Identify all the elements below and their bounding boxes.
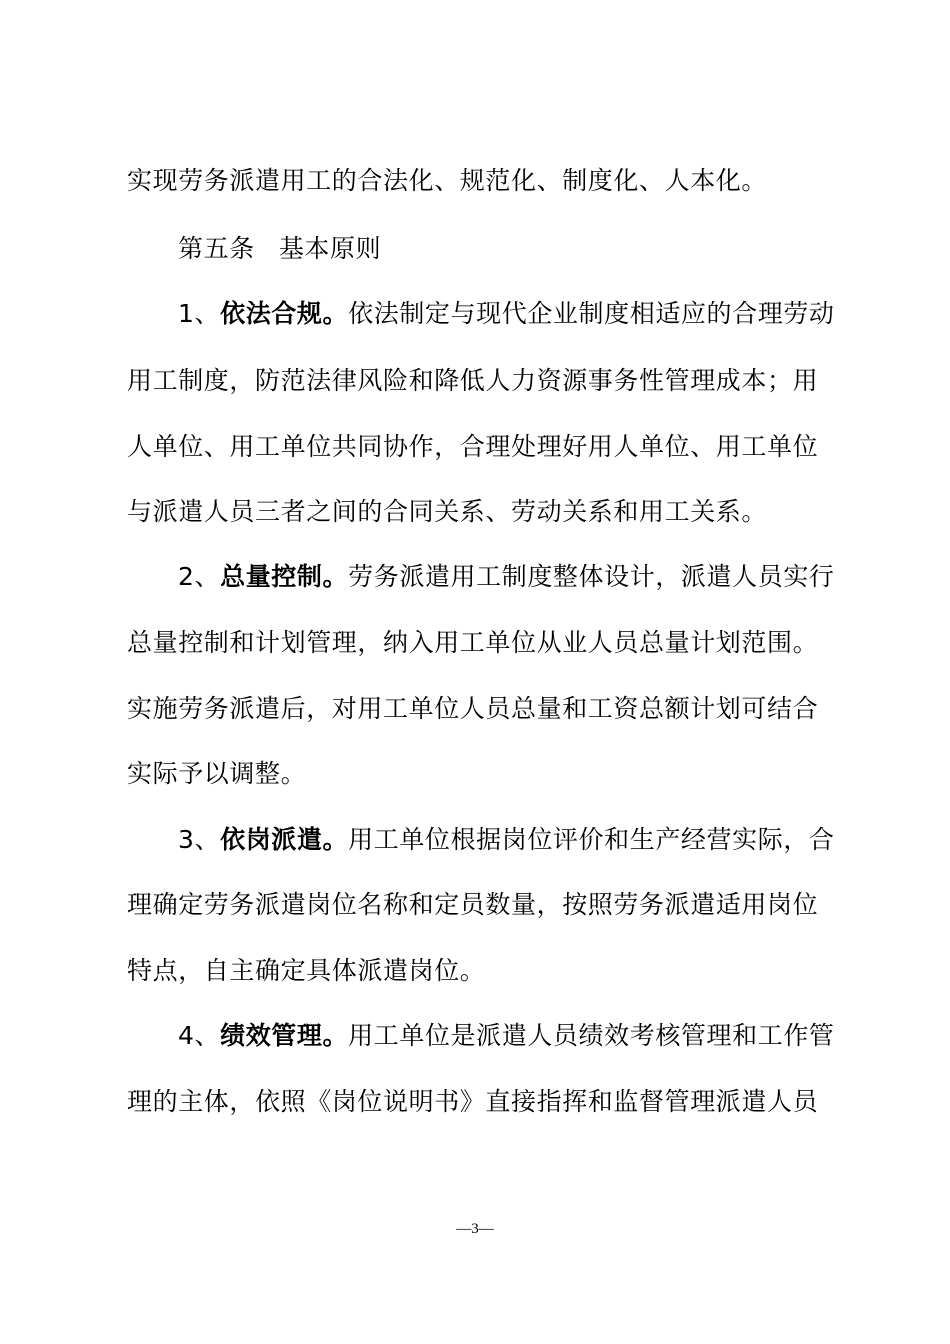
principle-text: 用工单位根据岗位评价和生产经营实际，合 (348, 825, 835, 854)
principle-2-line-2: 总量控制和计划管理，纳入用工单位从业人员总量计划范围。 (127, 628, 819, 657)
principle-1-line-4: 与派遣人员三者之间的合同关系、劳动关系和用工关系。 (127, 497, 768, 526)
principle-4-first-line (178, 1019, 878, 1053)
principle-3-line-3: 特点，自主确定具体派遣岗位。 (127, 956, 486, 985)
principle-2-first-line (178, 560, 878, 594)
principle-text: 劳务派遣用工制度整体设计，派遣人员实行 (348, 562, 835, 591)
principle-heading: 依法合规。 (220, 299, 349, 328)
principle-1-line-3: 人单位、用工单位共同协作，合理处理好用人单位、用工单位 (127, 432, 819, 461)
intro-line: 实现劳务派遣用工的合法化、规范化、制度化、人本化。 (127, 166, 768, 195)
principle-1-line-2: 用工制度，防范法律风险和降低人力资源事务性管理成本；用 (127, 366, 819, 395)
principle-text: 用工单位是派遣人员绩效考核管理和工作管 (348, 1021, 835, 1050)
principle-number: 2、 (178, 562, 221, 591)
principle-heading: 依岗派遣。 (220, 825, 349, 854)
principle-4-line-2: 理的主体，依照《岗位说明书》直接指挥和监督管理派遣人员 (127, 1087, 819, 1116)
principle-number: 3、 (178, 825, 221, 854)
principle-heading: 总量控制。 (220, 562, 349, 591)
principle-3-line-2: 理确定劳务派遣岗位名称和定员数量，按照劳务派遣适用岗位 (127, 890, 819, 919)
article-number: 第五条 (178, 234, 255, 263)
principle-3-first-line (178, 823, 878, 857)
article-title (178, 232, 878, 266)
principle-text: 依法制定与现代企业制度相适应的合理劳动 (348, 299, 835, 328)
principle-2-line-3: 实施劳务派遣后，对用工单位人员总量和工资总额计划可结合 (127, 694, 819, 723)
article-heading: 基本原则 (278, 234, 382, 263)
principle-number: 4、 (178, 1021, 221, 1050)
principle-2-line-4: 实际予以调整。 (127, 759, 307, 788)
principle-number: 1、 (178, 299, 221, 328)
principle-heading: 绩效管理。 (220, 1021, 349, 1050)
page-number: —3— (456, 1221, 494, 1237)
principle-1-first-line (178, 297, 878, 331)
